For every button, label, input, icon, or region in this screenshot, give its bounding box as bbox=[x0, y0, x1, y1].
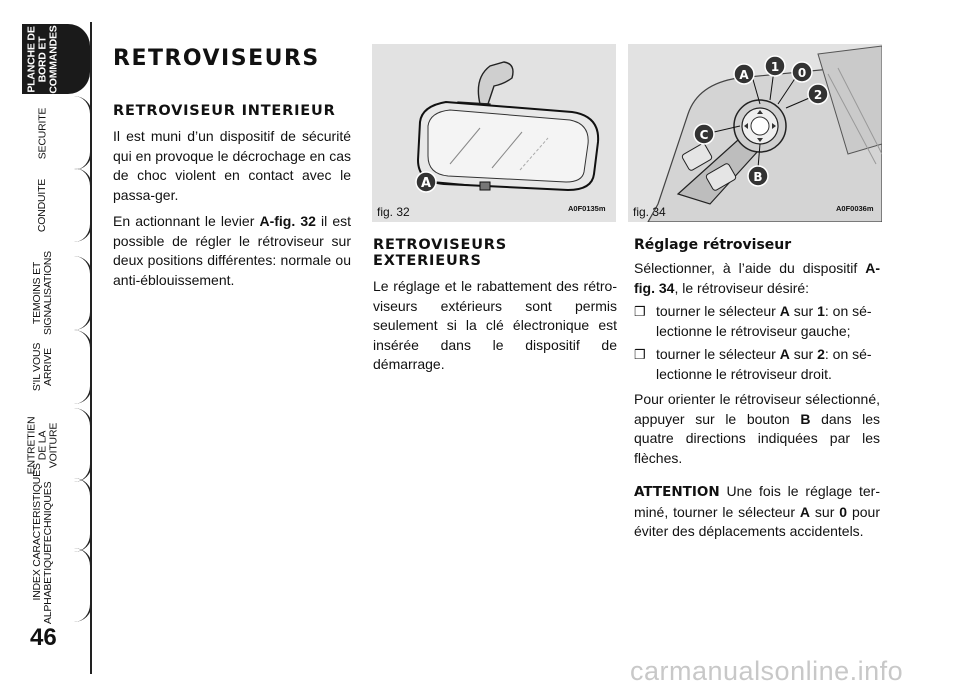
tab-index[interactable] bbox=[0, 545, 88, 625]
interior-paragraph-2: En actionnant le levier A-fig. 32 il est possible de régler le rétroviseur sur deux positions différentes: normale ou anti-éblouissement. bbox=[113, 213, 351, 288]
right-column bbox=[634, 237, 880, 542]
interior-paragraph-1: Il est muni d’un dispositif de sécurité qui en provoque le décrochage en cas de choc violent en contact avec le passa-ger. bbox=[113, 128, 351, 203]
left-column bbox=[113, 46, 351, 290]
figure-32 bbox=[372, 44, 616, 222]
watermark: carmanualsonline.info bbox=[630, 656, 904, 686]
warning-label: ATTENTION bbox=[634, 484, 720, 500]
tab-temoins[interactable] bbox=[0, 251, 88, 335]
tab-sil-vous-arrive[interactable] bbox=[0, 330, 88, 404]
list-item: ❒ tourner le sélecteur A sur 2: on sé-lectionne le rétroviseur droit. bbox=[634, 345, 880, 384]
tab-label: SECURITE bbox=[36, 107, 49, 159]
checkbox-bullet-icon: ❒ bbox=[634, 304, 646, 319]
section-title-exterior: RETROVISEURS EXTERIEURS bbox=[373, 237, 508, 269]
tab-label: S'IL VOUS ARRIVE bbox=[31, 342, 54, 392]
figure-reference[interactable]: A-fig. 34 bbox=[634, 260, 880, 296]
tab-label: INDEX ALPHABETIQUE bbox=[31, 545, 54, 625]
middle-column bbox=[373, 237, 617, 375]
mirror-control-illustration bbox=[628, 44, 882, 222]
chapter-sidebar bbox=[0, 0, 110, 692]
figure-32-caption: fig. 32 bbox=[377, 205, 410, 219]
figure-34 bbox=[628, 44, 882, 222]
callout-1: 1 bbox=[770, 60, 780, 74]
tab-conduite[interactable] bbox=[0, 168, 88, 242]
tab-label: TEMOINS ET SIGNALISATIONS bbox=[31, 251, 55, 335]
section-title-adjust: Réglage rétroviseur bbox=[634, 237, 792, 253]
callout-c: C bbox=[699, 128, 709, 142]
adjust-intro: Sélectionner, à l’aide du dispositif A-fig. 34, le rétroviseur désiré: bbox=[634, 260, 880, 296]
exterior-paragraph: Le réglage et le rabattement des rétro-viseurs extérieurs sont permis seulement si la clé électronique est insérée dans le dispositif de démarrage. bbox=[373, 278, 617, 372]
warning-paragraph: ATTENTION Une fois le réglage ter-miné, tourner le sélecteur A sur 0 pour éviter des déplacements accidentels. bbox=[634, 483, 880, 539]
callout-0: 0 bbox=[797, 66, 807, 80]
tab-caracteristiques[interactable] bbox=[0, 463, 88, 567]
figure-reference[interactable]: A-fig. 32 bbox=[259, 213, 316, 229]
page-title: RETROVISEURS bbox=[113, 46, 320, 71]
callout-2: 2 bbox=[813, 88, 823, 102]
tab-label: CONDUITE bbox=[36, 178, 49, 232]
callout-a: A bbox=[739, 68, 749, 82]
tab-planche-de-bord[interactable] bbox=[0, 22, 88, 96]
list-item: ❒ tourner le sélecteur A sur 1: on sé-lectionne le rétroviseur gauche; bbox=[634, 302, 880, 341]
figure-34-code: A0F0036m bbox=[836, 204, 874, 213]
figure-32-code: A0F0135m bbox=[568, 204, 606, 213]
tab-securite[interactable] bbox=[0, 96, 88, 170]
checkbox-bullet-icon: ❒ bbox=[634, 347, 646, 362]
page-number: 46 bbox=[30, 624, 57, 651]
tab-label: CARACTERISTIQUES TECHNIQUES bbox=[31, 463, 55, 567]
tab-label: ENTRETIEN DE LA VOITURE bbox=[25, 416, 60, 474]
figure-34-caption: fig. 34 bbox=[633, 205, 666, 219]
tab-label: PLANCHE DE BORD ET COMMANDES bbox=[25, 24, 60, 94]
callout-b: B bbox=[753, 170, 763, 184]
interior-mirror-illustration bbox=[372, 44, 616, 222]
orient-paragraph: Pour orienter le rétroviseur sélectionné, appuyer sur le bouton B dans les quatre directions indiquées par les flèches. bbox=[634, 391, 880, 466]
callout-a: A bbox=[420, 176, 432, 191]
section-title-interior: RETROVISEUR INTERIEUR bbox=[113, 103, 336, 119]
